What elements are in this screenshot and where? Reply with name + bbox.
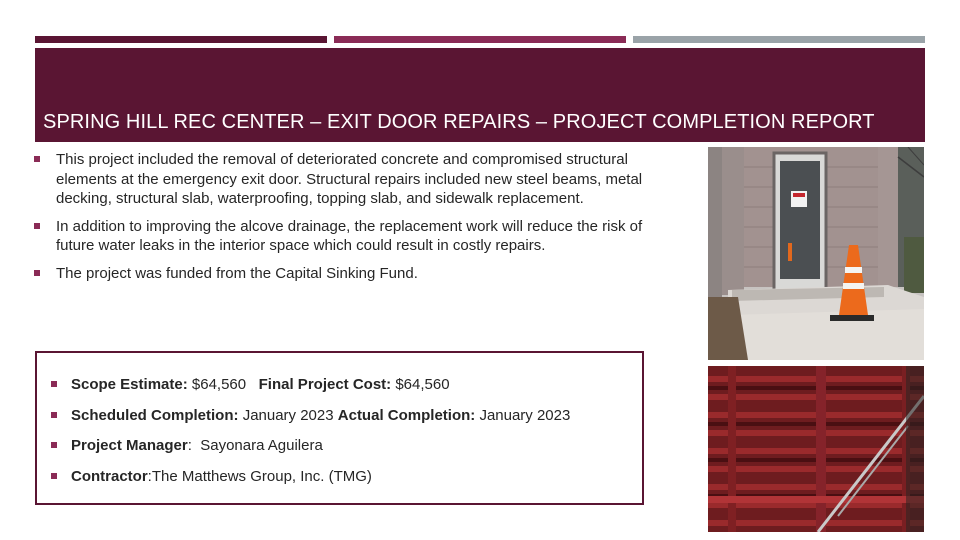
bullet-item xyxy=(33,150,653,209)
summary-manager-row: Project Manager: Sayonara Aguilera xyxy=(51,436,570,455)
actual-completion-label: Actual Completion: xyxy=(337,406,476,424)
title-band xyxy=(35,48,925,142)
bullet-text: This project included the removal of deteriorated concrete and compromised structural elements at the emergency exit door. Structural repairs included new steel beams, metal decking, structural slab, waterproofing, topping slab, and sidewalk replacement. xyxy=(56,151,643,207)
bullet-square-icon xyxy=(34,223,40,229)
summary-completion-row xyxy=(51,406,570,425)
top-accent-bar-3 xyxy=(633,36,925,43)
summary-cost-row xyxy=(51,375,570,394)
bullet-square-icon xyxy=(51,442,57,448)
slide-title: SPRING HILL REC CENTER – EXIT DOOR REPAIRS – PROJECT COMPLETION REPORT xyxy=(43,111,875,133)
bullet-item xyxy=(33,217,653,256)
actual-completion-value: January 2023 xyxy=(479,406,571,424)
top-accent-bar-1 xyxy=(35,36,327,43)
top-accent-bar-2 xyxy=(334,36,626,43)
bullet-square-icon xyxy=(51,473,57,479)
bullet-text: In addition to improving the alcove drainage, the replacement work will reduce the risk of future water leaks in the interior space which could result in costly repairs. xyxy=(56,217,643,254)
metal-decking-photo xyxy=(708,366,924,532)
bullet-square-icon xyxy=(34,156,40,162)
contractor-label: Contractor xyxy=(71,467,148,485)
scheduled-completion-value: January 2023 xyxy=(242,406,334,424)
project-manager-label: Project Manager xyxy=(71,437,188,454)
exit-door-photo xyxy=(708,147,924,360)
bullet-text: The project was funded from the Capital Sinking Fund. xyxy=(56,264,418,282)
metal-decking-photo-illustration xyxy=(708,366,924,532)
summary-contractor-row: Contractor:The Matthews Group, Inc. (TMG) xyxy=(51,467,570,486)
bullet-item xyxy=(33,264,653,284)
exit-door-photo-illustration xyxy=(708,147,924,360)
project-summary-box xyxy=(35,351,644,505)
final-cost-label: Final Project Cost: xyxy=(258,376,392,393)
final-cost-value: $64,560 xyxy=(395,376,450,393)
contractor-value: The Matthews Group, Inc. (TMG) xyxy=(151,467,372,485)
bullet-square-icon xyxy=(34,270,40,276)
scope-estimate-label: Scope Estimate: xyxy=(71,376,188,393)
bullet-square-icon xyxy=(51,412,57,418)
description-bullets xyxy=(33,150,653,291)
scheduled-completion-label: Scheduled Completion: xyxy=(71,406,239,424)
project-manager-value: Sayonara Aguilera xyxy=(200,437,323,454)
scope-estimate-value: $64,560 xyxy=(191,376,247,393)
bullet-square-icon xyxy=(51,381,57,387)
